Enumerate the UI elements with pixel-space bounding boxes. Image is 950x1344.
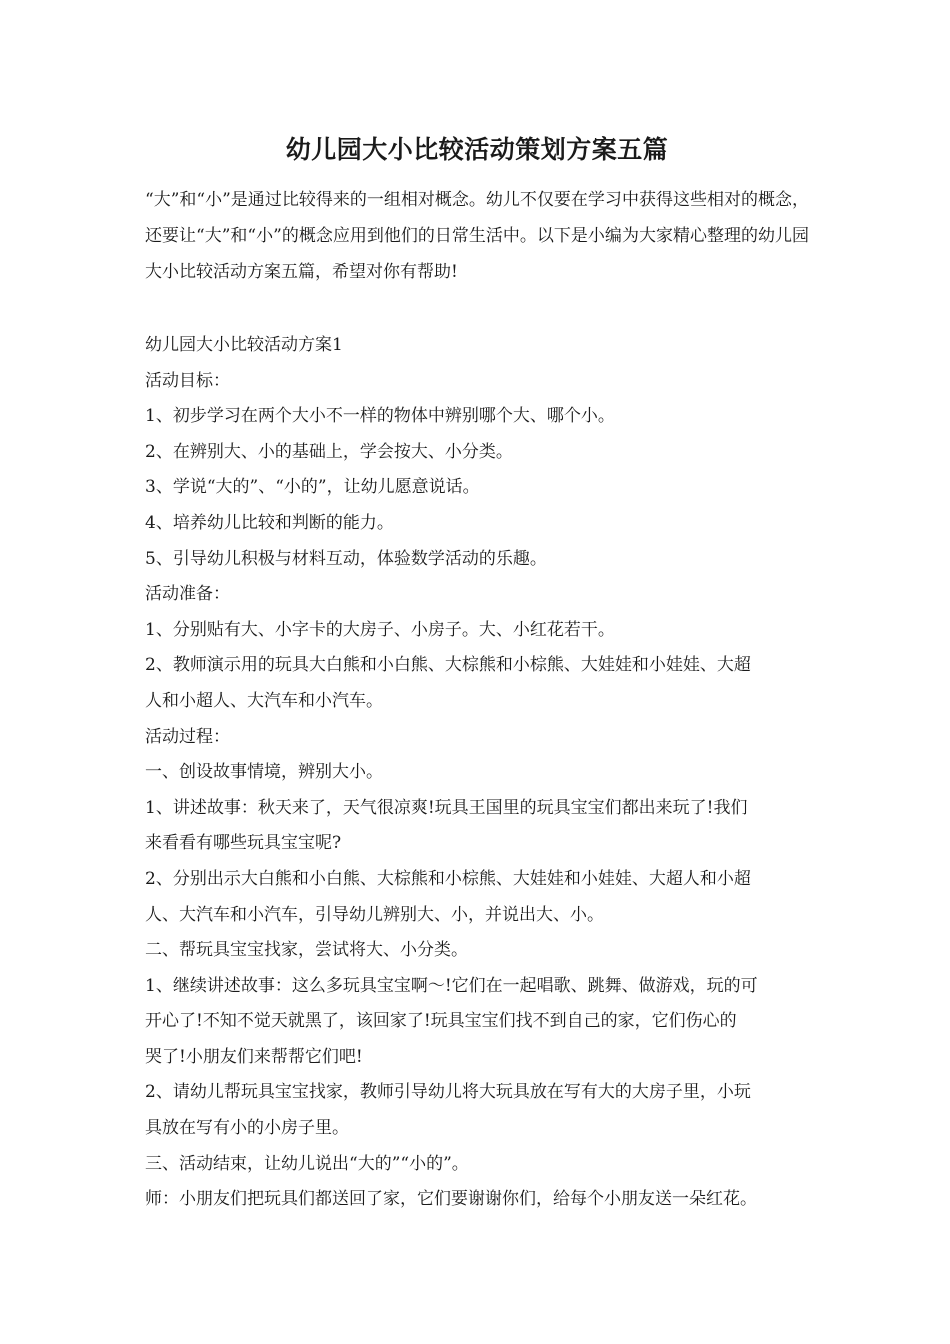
body-line: 5、引导幼儿积极与材料互动，体验数学活动的乐趣。 [145, 548, 547, 569]
body-line: 人和小超人、大汽车和小汽车。 [145, 690, 383, 711]
intro-paragraph: “大”和“小”是通过比较得来的一组相对概念。幼儿不仅要在学习中获得这些相对的概念，还要让“大”和“小”的概念应用到他们的日常生活中。以下是小编为大家精心整理的幼儿园大小比较活动方案五篇，希望对你有帮助! [145, 190, 809, 282]
body-line: 活动目标： [145, 370, 230, 391]
body-line: 人、大汽车和小汽车，引导幼儿辨别大、小，并说出大、小。 [145, 904, 604, 925]
body-line: 具放在写有小的小房子里。 [145, 1118, 349, 1139]
body-line: 来看看有哪些玩具宝宝呢? [145, 833, 342, 854]
body-line: 4、培养幼儿比较和判断的能力。 [145, 512, 394, 533]
body-line: 一、创设故事情境，辨别大小。 [145, 762, 383, 783]
body-line: 2、请幼儿帮玩具宝宝找家，教师引导幼儿将大玩具放在写有大的大房子里，小玩 [145, 1082, 751, 1103]
body-line: 1、继续讲述故事：这么多玩具宝宝啊～!它们在一起唱歌、跳舞、做游戏，玩的可 [145, 975, 758, 996]
body-line: 1、讲述故事：秋天来了，天气很凉爽!玩具王国里的玩具宝宝们都出来玩了!我们 [145, 797, 748, 818]
body-line: 开心了!不知不觉天就黑了，该回家了!玩具宝宝们找不到自己的家，它们伤心的 [145, 1011, 737, 1032]
document-body [145, 328, 809, 1218]
body-line: 2、教师演示用的玩具大白熊和小白熊、大棕熊和小棕熊、大娃娃和小娃娃、大超 [145, 655, 751, 676]
body-line: 1、分别贴有大、小字卡的大房子、小房子。大、小红花若干。 [145, 619, 615, 640]
body-line: 2、在辨别大、小的基础上，学会按大、小分类。 [145, 441, 513, 462]
body-line: 二、帮玩具宝宝找家，尝试将大、小分类。 [145, 940, 468, 961]
body-line: 哭了!小朋友们来帮帮它们吧! [145, 1046, 363, 1067]
body-line: 活动过程： [145, 726, 230, 747]
body-line: 三、活动结束，让幼儿说出“大的”“小的”。 [145, 1153, 469, 1174]
body-line: 活动准备： [145, 584, 230, 605]
body-line: 2、分别出示大白熊和小白熊、大棕熊和小棕熊、大娃娃和小娃娃、大超人和小超 [145, 868, 751, 889]
body-line: 幼儿园大小比较活动方案1 [145, 335, 343, 355]
body-line: 1、初步学习在两个大小不一样的物体中辨别哪个大、哪个小。 [145, 406, 615, 427]
body-line: 3、学说“大的”、“小的”，让幼儿愿意说话。 [145, 477, 480, 498]
document-title: 幼儿园大小比较活动策划方案五篇 [285, 135, 669, 164]
body-line: 师：小朋友们把玩具们都送回了家，它们要谢谢你们，给每个小朋友送一朵红花。 [145, 1189, 757, 1210]
